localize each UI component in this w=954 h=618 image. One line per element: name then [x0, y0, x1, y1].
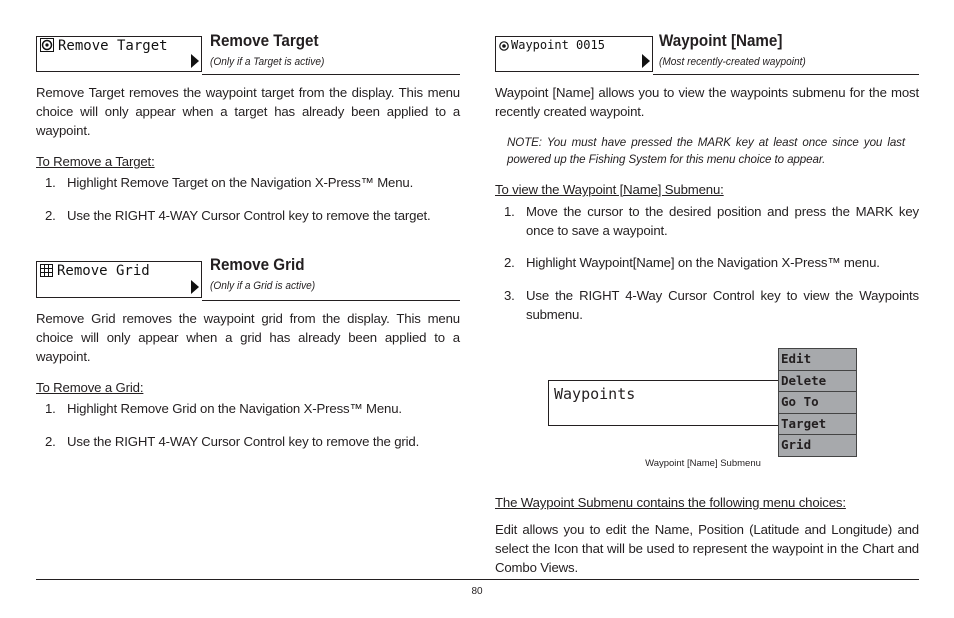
waypoint-name-description: Waypoint [Name] allows you to view the waypoints submenu for the most recently created waypoint.: [495, 85, 919, 119]
submenu-item-delete: Delete: [778, 371, 857, 393]
remove-target-menu-item: [36, 36, 202, 72]
list-item: 2. Highlight Waypoint[Name] on the Navigation X-Press™ menu.: [504, 255, 880, 270]
note: NOTE: You must have pressed the MARK key at least once since you last powered up the Fishing System for this menu choice to appear.: [507, 136, 905, 166]
arrow-right-icon: [191, 54, 199, 68]
waypoint-submenu: [778, 348, 857, 457]
grid-icon: [40, 264, 53, 277]
remove-grid-description: Remove Grid removes the waypoint grid from the display. This menu choice will only appear when a grid has already been applied to a waypoint.: [36, 311, 460, 364]
waypoint-icon: [499, 41, 509, 51]
section-rule: [202, 74, 460, 75]
remove-grid-menu-label: Remove Grid: [57, 263, 150, 279]
procedure-heading: To Remove a Grid:: [36, 380, 144, 395]
remove-target-header: [36, 32, 460, 76]
list-item: 2. Use the RIGHT 4-WAY Cursor Control key to remove the target.: [45, 208, 431, 223]
target-icon: [40, 38, 54, 52]
section-rule: [653, 74, 919, 75]
procedure-heading: To view the Waypoint [Name] Submenu:: [495, 182, 724, 197]
submenu-item-edit: Edit: [778, 348, 857, 371]
list-item: 3. Use the RIGHT 4-Way Cursor Control key to view the Waypoints submenu.: [504, 288, 919, 322]
waypoint-steps: [495, 202, 919, 324]
section-subtitle: (Only if a Grid is active): [210, 280, 316, 292]
section-rule: [202, 300, 460, 301]
section-subtitle: (Most recently-created waypoint): [659, 56, 806, 68]
page-number: 80: [471, 586, 483, 597]
list-item: 1. Highlight Remove Grid on the Navigation X-Press™ Menu.: [45, 401, 402, 416]
section-subtitle: (Only if a Target is active): [210, 56, 325, 68]
waypoint-submenu-figure: [548, 348, 858, 456]
remove-grid-header: [36, 256, 460, 300]
waypoint-name-header: [495, 32, 919, 76]
section-title: Remove Grid: [210, 256, 305, 274]
section-title: Waypoint [Name]: [659, 32, 783, 50]
submenu-item-goto: Go To: [778, 392, 857, 414]
remove-grid-steps: [36, 399, 460, 451]
submenu-item-target: Target: [778, 414, 857, 436]
remove-target-description: Remove Target removes the waypoint target from the display. This menu choice will only appear when a target has already been applied to a waypoint.: [36, 85, 460, 138]
list-item: 1. Move the cursor to the desired position and press the MARK key once to save a waypoint.: [504, 204, 919, 238]
edit-description: Edit allows you to edit the Name, Position (Latitude and Longitude) and select the Icon that will be used to represent the waypoint in the Chart and Combo Views.: [495, 522, 919, 575]
list-item: 1. Highlight Remove Target on the Navigation X-Press™ Menu.: [45, 175, 414, 190]
waypoints-box: [548, 380, 780, 426]
footer-rule: [36, 579, 919, 580]
waypoint-menu-label: Waypoint 0015: [511, 38, 605, 52]
waypoint-menu-item: [495, 36, 653, 72]
list-item: 2. Use the RIGHT 4-WAY Cursor Control key to remove the grid.: [45, 434, 420, 449]
procedure-heading: To Remove a Target:: [36, 154, 155, 169]
arrow-right-icon: [191, 280, 199, 294]
figure-caption: Waypoint [Name] Submenu: [645, 458, 761, 469]
choices-heading: The Waypoint Submenu contains the following menu choices:: [495, 495, 846, 510]
remove-target-menu-label: Remove Target: [58, 38, 168, 54]
section-title: Remove Target: [210, 32, 319, 50]
arrow-right-icon: [642, 54, 650, 68]
left-column: [36, 32, 460, 451]
remove-grid-menu-item: [36, 261, 202, 298]
remove-target-steps: [36, 173, 460, 225]
waypoints-box-label: Waypoints: [554, 385, 636, 403]
submenu-item-grid: Grid: [778, 435, 857, 457]
